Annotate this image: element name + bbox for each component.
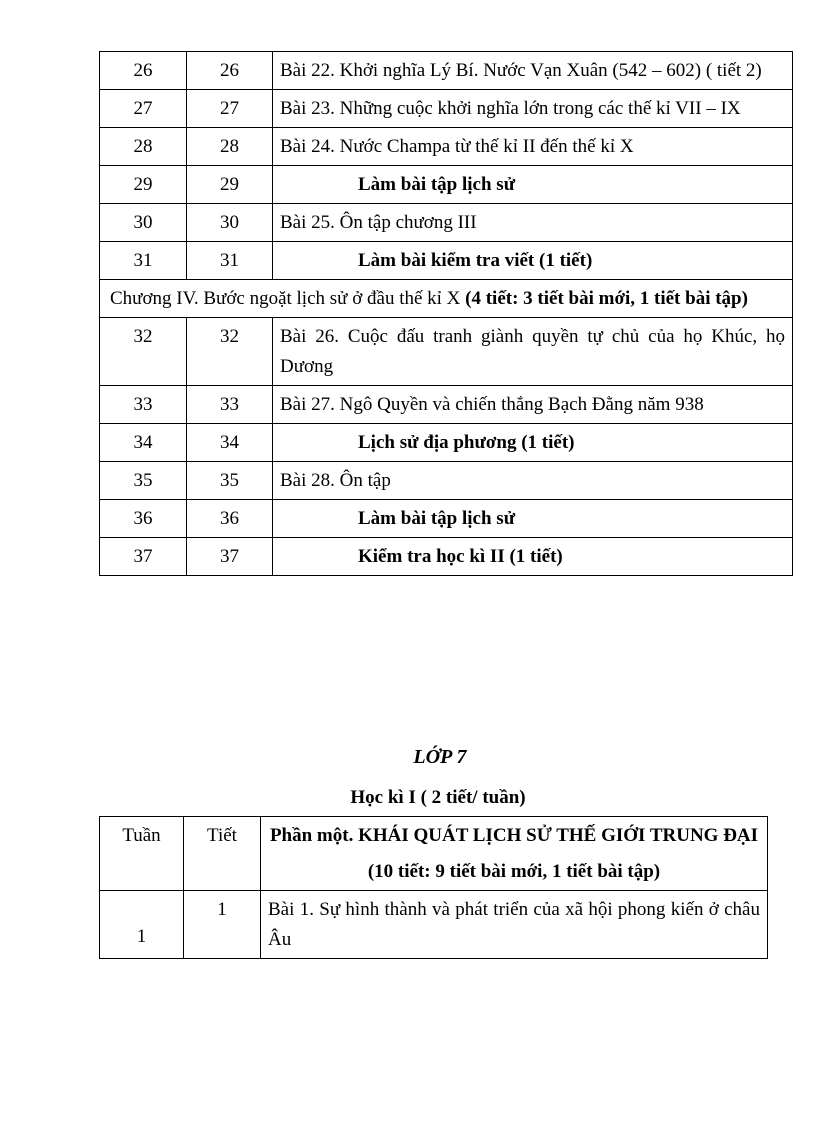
period-cell: 27 <box>187 90 273 128</box>
lesson-cell: Làm bài tập lịch sử <box>273 166 793 204</box>
period-cell: 29 <box>187 166 273 204</box>
table-row <box>100 128 793 166</box>
curriculum-table-grade7 <box>99 816 768 959</box>
chapter-heading <box>100 280 793 318</box>
chapter-note: (4 tiết: 3 tiết bài mới, 1 tiết bài tập) <box>465 288 748 309</box>
week-cell: 34 <box>100 424 187 462</box>
lesson-cell: Kiểm tra học kì II (1 tiết) <box>273 538 793 576</box>
week-cell: 26 <box>100 52 187 90</box>
lesson-cell: Làm bài kiểm tra viết (1 tiết) <box>273 242 793 280</box>
table-row <box>100 52 793 90</box>
table-row <box>100 891 768 959</box>
period-cell: 30 <box>187 204 273 242</box>
week-cell: 28 <box>100 128 187 166</box>
period-cell: 35 <box>187 462 273 500</box>
table-row <box>100 166 793 204</box>
week-cell: 35 <box>100 462 187 500</box>
table-row <box>100 242 793 280</box>
lesson-cell: Bài 25. Ôn tập chương III <box>273 204 793 242</box>
chapter-row <box>100 280 793 318</box>
lesson-cell: Bài 23. Những cuộc khởi nghĩa lớn trong các thế kỉ VII – IX <box>273 90 793 128</box>
lesson-cell: Làm bài tập lịch sử <box>273 500 793 538</box>
week-cell: 32 <box>100 318 187 386</box>
table-row <box>100 204 793 242</box>
week-cell: 27 <box>100 90 187 128</box>
week-cell: 29 <box>100 166 187 204</box>
chapter-title: Chương IV. Bước ngoặt lịch sử ở đầu thế kỉ X <box>110 288 461 309</box>
table-row <box>100 500 793 538</box>
lesson-cell: Bài 26. Cuộc đấu tranh giành quyền tự chủ của họ Khúc, họ Dương <box>273 318 793 386</box>
week-cell: 31 <box>100 242 187 280</box>
table-row <box>100 462 793 500</box>
table-row <box>100 424 793 462</box>
term-heading: Học kì I ( 2 tiết/ tuần) <box>350 787 526 808</box>
period-cell: 28 <box>187 128 273 166</box>
week-header: Tuần <box>100 817 184 891</box>
part-note: (10 tiết: 9 tiết bài mới, 1 tiết bài tập) <box>367 861 661 882</box>
period-cell: 32 <box>187 318 273 386</box>
period-cell: 34 <box>187 424 273 462</box>
part-title: Phần một. KHÁI QUÁT LỊCH SỬ THẾ GIỚI TRUNG ĐẠI <box>269 825 759 846</box>
period-cell: 31 <box>187 242 273 280</box>
table-row <box>100 538 793 576</box>
week-cell: 33 <box>100 386 187 424</box>
period-cell: 37 <box>187 538 273 576</box>
lesson-cell: Bài 24. Nước Champa từ thế kỉ II đến thế kỉ X <box>273 128 793 166</box>
week-cell: 30 <box>100 204 187 242</box>
week-cell: 37 <box>100 538 187 576</box>
lesson-cell: Bài 1. Sự hình thành và phát triển của xã hội phong kiến ở châu Âu <box>261 891 768 959</box>
lesson-cell: Lịch sử địa phương (1 tiết) <box>273 424 793 462</box>
part-header <box>261 817 768 891</box>
period-cell: 36 <box>187 500 273 538</box>
week-cell: 36 <box>100 500 187 538</box>
lesson-cell: Bài 28. Ôn tập <box>273 462 793 500</box>
period-cell: 1 <box>184 891 261 959</box>
period-cell: 33 <box>187 386 273 424</box>
table-row <box>100 386 793 424</box>
period-header: Tiết <box>184 817 261 891</box>
period-cell: 26 <box>187 52 273 90</box>
header-row <box>100 817 768 891</box>
curriculum-table-grade6 <box>99 51 793 576</box>
table-row <box>100 318 793 386</box>
grade-heading: LỚP 7 <box>413 746 467 768</box>
table-row <box>100 90 793 128</box>
week-cell: 1 <box>100 891 184 959</box>
lesson-cell: Bài 22. Khởi nghĩa Lý Bí. Nước Vạn Xuân (542 – 602) ( tiết 2) <box>273 52 793 90</box>
lesson-cell: Bài 27. Ngô Quyền và chiến thắng Bạch Đằng năm 938 <box>273 386 793 424</box>
